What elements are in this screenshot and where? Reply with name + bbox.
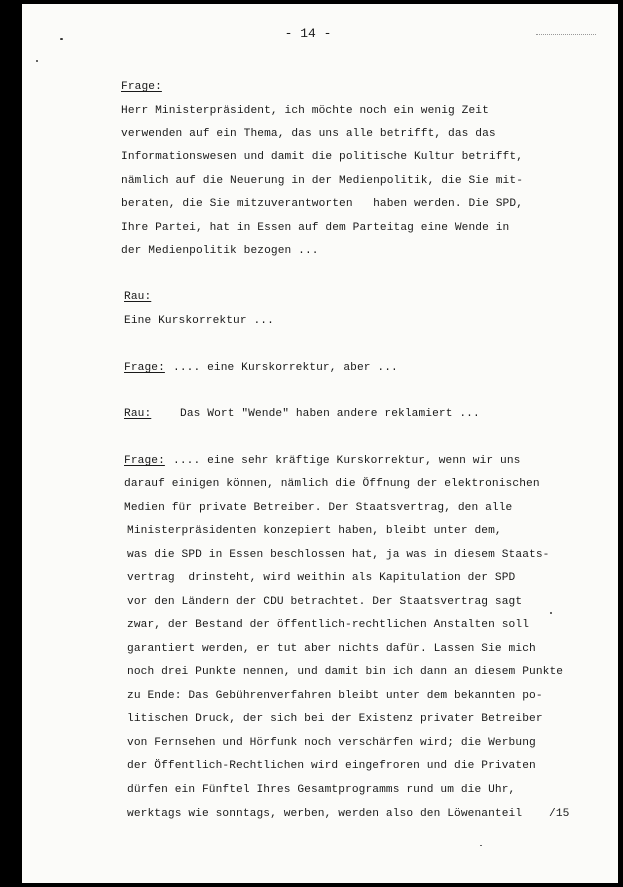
text-line: litischen Druck, der sich bei der Existenz privater Betreiber bbox=[127, 713, 543, 725]
continuation-marker: /15 bbox=[549, 808, 570, 820]
speaker-label: Frage: bbox=[124, 455, 165, 467]
speaker-label: Rau: bbox=[124, 408, 152, 420]
text-line: .... eine sehr kräftige Kurskorrektur, wenn wir uns bbox=[173, 455, 521, 467]
text-line: der Medienpolitik bezogen ... bbox=[121, 245, 319, 257]
text-line: .... eine Kurskorrektur, aber ... bbox=[173, 362, 398, 374]
text-line: vertrag drinsteht, wird weithin als Kapitulation der SPD bbox=[127, 572, 516, 584]
text-line: dürfen ein Fünftel Ihres Gesamtprogramms rund um die Uhr, bbox=[127, 784, 516, 796]
text-line: noch drei Punkte nennen, und damit bin ich dann an diesem Punkte bbox=[127, 666, 564, 678]
text-line: von Fernsehen und Hörfunk noch verschärfen wird; die Werbung bbox=[127, 737, 536, 749]
text-line: Eine Kurskorrektur ... bbox=[124, 315, 274, 327]
text-line: garantiert werden, er tut aber nichts dafür. Lassen Sie mich bbox=[127, 643, 536, 655]
text-line: Das Wort "Wende" haben andere reklamiert ... bbox=[180, 408, 480, 420]
scan-speck bbox=[60, 38, 63, 40]
text-line: Medien für private Betreiber. Der Staatsvertrag, den alle bbox=[124, 502, 513, 514]
scan-noise bbox=[536, 34, 596, 37]
text-line: zwar, der Bestand der öffentlich-rechtlichen Anstalten soll bbox=[127, 619, 530, 631]
text-line: zu Ende: Das Gebührenverfahren bleibt unter dem bekannten po- bbox=[127, 690, 543, 702]
text-line: vor den Ländern der CDU betrachtet. Der Staatsvertrag sagt bbox=[127, 596, 523, 608]
text-line: was die SPD in Essen beschlossen hat, ja was in diesem Staats- bbox=[127, 549, 550, 561]
text-line: beraten, die Sie mitzuverantworten haben werden. Die SPD, bbox=[121, 198, 524, 210]
text-line: nämlich auf die Neuerung in der Medienpolitik, die Sie mit- bbox=[121, 175, 524, 187]
text-line: werktags wie sonntags, werben, werden also den Löwenanteil bbox=[127, 808, 523, 820]
text-line: der Öffentlich-Rechtlichen wird eingefroren und die Privaten bbox=[127, 760, 536, 772]
text-line: Ihre Partei, hat in Essen auf dem Parteitag eine Wende in bbox=[121, 222, 510, 234]
scan-speck bbox=[36, 60, 38, 62]
page-number: - 14 - bbox=[284, 26, 332, 41]
scan-speck bbox=[480, 845, 482, 846]
speaker-label: Rau: bbox=[124, 291, 152, 303]
speaker-label: Frage: bbox=[121, 81, 162, 93]
text-line: darauf einigen können, nämlich die Öffnung der elektronischen bbox=[124, 478, 540, 490]
text-line: Herr Ministerpräsident, ich möchte noch ein wenig Zeit bbox=[121, 105, 489, 117]
scan-speck bbox=[550, 612, 552, 614]
text-line: Informationswesen und damit die politische Kultur betrifft, bbox=[121, 151, 524, 163]
text-line: verwenden auf ein Thema, das uns alle betrifft, das das bbox=[121, 128, 496, 140]
text-line: Ministerpräsidenten konzepiert haben, bleibt unter dem, bbox=[127, 525, 502, 537]
speaker-label: Frage: bbox=[124, 362, 165, 374]
